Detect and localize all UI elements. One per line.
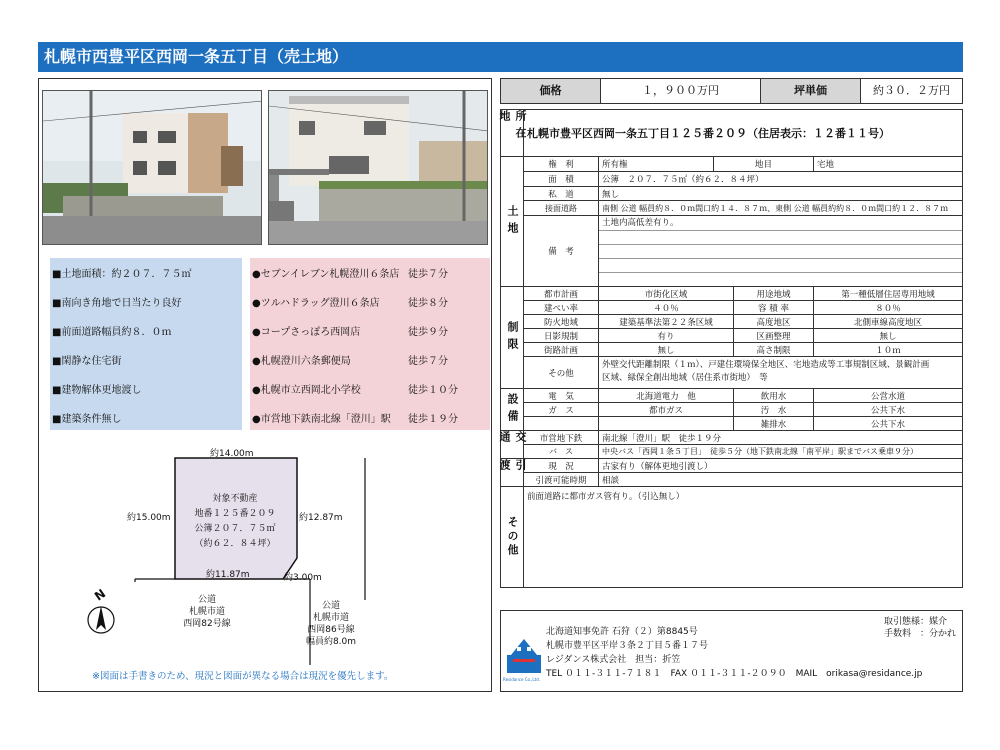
page-title: 札幌市西豊平区西岡一条五丁目（売土地） <box>38 42 963 72</box>
transport-row: 市営地下鉄 南北線「澄川」駅 徒歩１９分 <box>524 431 962 445</box>
section-transport: 交通 <box>501 431 524 459</box>
agent-contact: TEL ０１１-３１１-７１８１ FAX ０１１-３１１-２０９０ MAIL orikasa@residance.jp <box>546 669 923 679</box>
facility-item <box>252 323 448 338</box>
section-location: 所在地 <box>501 110 524 157</box>
facility-item <box>252 294 448 309</box>
location-row <box>524 110 962 157</box>
price-value: １，９００万円 <box>601 79 761 103</box>
facility-name: ●コープさっぽろ西岡店 <box>252 327 361 338</box>
transport-row: バ ス 中央バス「西岡１条５丁目」 徒歩５分（地下鉄南北線「南平岸」駅までバス乗車９分） <box>524 445 962 459</box>
plot-info: 対象不動産 地番１２５番２０９ 公簿２０７．７５㎡ （約６２．８４坪） <box>194 494 276 549</box>
equip-row: 雑排水 公共下水 <box>524 417 962 431</box>
house-photo-2 <box>268 90 488 245</box>
restrict-row: 日影規制 有り 区画整理 無し <box>524 329 962 343</box>
facility-name: ●札幌澄川六条郵便局 <box>252 356 351 367</box>
commission: 手数料 ：分かれ <box>884 629 957 639</box>
facility-distance: 徒歩１９分 <box>408 414 458 425</box>
plot-right-dimension: 約12.87m <box>299 513 343 523</box>
facility-item <box>252 381 458 396</box>
feature-item: ■閑静な住宅街 <box>52 356 122 367</box>
agent-address: 札幌市豊平区平岸３条２丁目５番１７号 <box>546 641 709 651</box>
plot-bottom-dimension: 約11.87m <box>206 570 250 580</box>
feature-item: ■土地面積：約２０７．７５㎡ <box>52 269 192 280</box>
section-land: 土地 <box>501 157 524 287</box>
facility-distance: 徒歩８分 <box>408 298 448 309</box>
restrict-row: 街路計画 無し 高さ制限 １０ｍ <box>524 343 962 357</box>
company-logo <box>507 633 541 673</box>
nearby-facilities-panel <box>250 258 490 430</box>
section-equipment: 設備 <box>501 389 524 431</box>
section-other: その他 <box>501 487 524 587</box>
agent-license: 北海道知事免許 石狩（２）第8845号 <box>546 627 698 637</box>
feature-item: ■前面道路幅員約８．０ｍ <box>52 327 172 338</box>
feature-item: ■建物解体更地渡し <box>52 385 142 396</box>
other-text: 前面道路に都市ガス管有り。（引込無し） <box>527 492 685 502</box>
land-area-row: 面 積 公簿 ２０７．７５㎡（約６２．８４坪） <box>524 172 962 187</box>
facility-item <box>252 352 448 367</box>
property-details <box>500 109 963 588</box>
land-rights-row: 権 利 所有権 地目 宅地 <box>524 157 962 172</box>
plot-top-dimension: 約14.00m <box>210 449 254 459</box>
facility-distance: 徒歩９分 <box>408 327 448 338</box>
facility-item <box>252 410 458 425</box>
transaction-mode: 取引態様：媒介 <box>884 617 948 627</box>
equip-row: ガ ス 都市ガス 汚 水 公共下水 <box>524 403 962 417</box>
drawing-note: ※図面は手書きのため、現況と図面が異なる場合は現況を優先します。 <box>92 671 394 682</box>
road-label-south: 公道 札幌市道 西岡82号線 <box>183 595 231 629</box>
land-private-road-row: 私 道 無し <box>524 187 962 201</box>
agent-info <box>500 610 963 692</box>
restrict-row: 防火地域 建築基準法第２２条区域 高度地区 北側車線高度地区 <box>524 315 962 329</box>
compass-north-label: N <box>91 586 109 604</box>
section-restrictions: 制限 <box>501 287 524 389</box>
facility-name: ●札幌市立西岡北小学校 <box>252 385 361 396</box>
equip-row: 電 気 北海道電力 他 飲用水 公営水道 <box>524 389 962 403</box>
section-handover: 引渡 <box>501 459 524 487</box>
house-photo-1 <box>42 90 262 245</box>
facility-name: ●市営地下鉄南北線「澄川」駅 <box>252 414 391 425</box>
facility-distance: 徒歩１０分 <box>408 385 458 396</box>
facility-name: ●ツルハドラッグ澄川６条店 <box>252 298 380 309</box>
facility-distance: 徒歩７分 <box>408 269 448 280</box>
restrict-row: 都市計画 市街化区域 用途地域 第一種低層住居専用地域 <box>524 287 962 301</box>
plot-left-dimension: 約15.00m <box>127 513 171 523</box>
price-label: 価格 <box>501 79 601 103</box>
logo-text: Residance Co.,Ltd. <box>503 677 541 682</box>
price-table <box>500 78 963 104</box>
features-panel <box>50 258 242 430</box>
plot-corner-dimension: 約3.00m <box>284 573 322 583</box>
feature-item: ■建築条件無し <box>52 414 122 425</box>
unit-price-value: 約３０．２万円 <box>873 84 950 97</box>
restrict-row: 建ぺい率 ４０％ 容 積 率 ８０％ <box>524 301 962 315</box>
facility-name: ●セブンイレブン札幌澄川６条店 <box>252 269 400 280</box>
handover-row: 現 況 古家有り（解体更地引渡し） <box>524 459 962 473</box>
land-frontage-road-row: 接面道路 南側 公道 幅員約８．０ｍ間口約１４．８７ｍ、東側 公道 幅員約約８．０ｍ間口約１２．８７ｍ <box>524 201 962 216</box>
road-label-east: 公道 札幌市道 西岡86号線 幅員約8.0m <box>305 601 357 647</box>
feature-item: ■南向き角地で日当たり良好 <box>52 298 182 309</box>
handover-row: 引渡可能時期 相談 <box>524 473 962 487</box>
location-value: 札幌市豊平区西岡一条五丁目１２５番２０９（住居表示：１２番１１号） <box>527 127 890 140</box>
restrict-other-row: その他 外壁交代距離制限（１ｍ）、戸建住環境保全地区、宅地造成等工事規制区域、景観計画 区域、緑保全創出地域（居住系市街地） 等 <box>524 357 962 389</box>
site-plan <box>80 440 420 665</box>
land-remarks-row: 備 考 土地内高低差有り。 <box>524 216 962 287</box>
facility-item <box>252 265 448 280</box>
unit-price-label: 坪単価 <box>761 79 861 103</box>
agent-company: レジダンス株式会社 担当：折笠 <box>546 655 681 665</box>
facility-distance: 徒歩７分 <box>408 356 448 367</box>
